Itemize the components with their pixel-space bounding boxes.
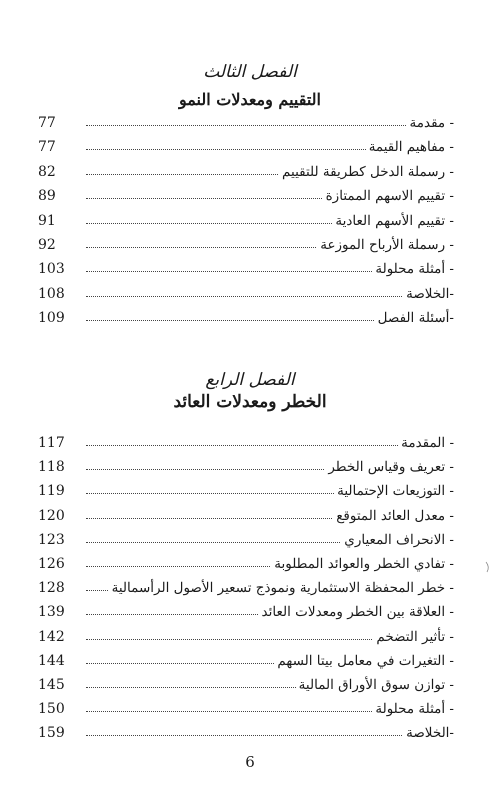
- toc-entry-title: - تقييم الاسهم الممتازة: [323, 186, 454, 206]
- chapter3-title: التقييم ومعدلات النمو: [179, 90, 321, 109]
- toc-entry: [38, 433, 454, 455]
- toc-entry-title: - التوزيعات الإحتمالية: [334, 481, 454, 501]
- toc-entry: [38, 457, 454, 479]
- toc-entry-page: 118: [38, 459, 65, 476]
- chapter4-label: الفصل الرابع: [205, 370, 295, 390]
- dot-leader: [86, 125, 454, 126]
- toc-entry-page: 89: [38, 188, 56, 205]
- chapter4-title: الخطر ومعدلات العائد: [173, 392, 327, 412]
- toc-entry-page: 109: [38, 310, 65, 327]
- toc-entry: [38, 481, 454, 503]
- toc-entry-page: 145: [38, 677, 65, 693]
- toc-entry-page: 117: [38, 435, 65, 451]
- toc-entry-page: 144: [38, 652, 65, 669]
- toc-entry-title: - مفاهيم القيمة: [366, 137, 454, 157]
- toc-entry-page: 150: [38, 701, 65, 718]
- toc-entry-title: - الانحراف المعياري: [341, 530, 454, 550]
- toc-entry-page: 77: [38, 139, 56, 156]
- toc-entry: [38, 113, 454, 135]
- toc-entry-page: 108: [38, 285, 65, 302]
- toc-entry-page: 142: [38, 628, 65, 645]
- toc-entry: [38, 699, 454, 721]
- margin-mark: [484, 560, 494, 574]
- toc-entry-title: - التغيرات في معامل بيتا السهم: [274, 651, 454, 671]
- toc-entry: [38, 651, 454, 673]
- toc-entry-title: - مقدمة: [407, 113, 454, 133]
- toc-entry-title: - تأثير التضخم: [373, 627, 454, 647]
- dot-leader: [86, 296, 454, 297]
- toc-entry: [38, 162, 454, 184]
- chapter4-title-wrap: [0, 392, 500, 412]
- toc-entry-title: - رسملة الدخل كطريقة للتقييم: [279, 162, 454, 182]
- toc-entry: [38, 308, 454, 330]
- toc-entry-title: -أسئلة الفصل: [375, 308, 454, 328]
- toc-entry: [38, 530, 454, 552]
- toc-entry-page: 119: [38, 483, 65, 500]
- toc-entry: [38, 506, 454, 528]
- chapter3-heading: [0, 62, 500, 82]
- dot-leader: [86, 735, 454, 736]
- toc-entry-title: - تفادي الخطر والعوائد المطلوبة: [271, 554, 454, 574]
- toc-entry: [38, 578, 454, 600]
- toc-entry: [38, 137, 454, 159]
- toc-entry-title: - رسملة الأرباح الموزعة: [317, 235, 454, 255]
- toc-entry-title: - تقييم الأسهم العادية: [332, 211, 454, 231]
- toc-entry-title: - توازن سوق الأوراق المالية: [296, 675, 454, 695]
- toc-entry-title: - أمثلة محلولة: [372, 699, 454, 719]
- toc-entry: [38, 211, 454, 233]
- toc-entry-page: 128: [38, 580, 65, 597]
- toc-entry-title: - تعريف وقياس الخطر: [325, 457, 454, 477]
- toc-entry: [38, 675, 454, 697]
- toc-entry-page: 126: [38, 556, 65, 572]
- toc-entry: [38, 235, 454, 257]
- toc-entry-title: - أمثلة محلولة: [372, 259, 454, 279]
- toc-entry-page: 82: [38, 163, 56, 180]
- toc-entry: [38, 186, 454, 208]
- page-number: 6: [245, 753, 255, 771]
- toc-entry-page: 120: [38, 507, 65, 524]
- toc-entry: [38, 554, 454, 576]
- toc-entry-page: 91: [38, 212, 56, 229]
- chapter4-heading: [0, 370, 500, 390]
- toc-entry: [38, 602, 454, 624]
- toc-entry: [38, 723, 454, 745]
- chapter3-label: الفصل الثالث: [203, 62, 297, 82]
- toc-entry-title: - المقدمة: [398, 433, 454, 453]
- toc-entry-title: - خطر المحفظة الاستثمارية ونموذج تسعير الأصول الرأسمالية: [109, 578, 454, 598]
- toc-entry-page: 123: [38, 531, 65, 548]
- toc-entry-page: 103: [38, 261, 65, 278]
- toc-entry: [38, 627, 454, 649]
- toc-entry: [38, 259, 454, 281]
- toc-entry: [38, 284, 454, 306]
- toc-entry-title: -الخلاصة: [403, 723, 454, 743]
- toc-entry-title: - معدل العائد المتوقع: [333, 506, 454, 526]
- toc-entry-page: 77: [38, 115, 56, 131]
- toc-entry-title: -الخلاصة: [403, 284, 454, 304]
- chapter3-title-wrap: [0, 90, 500, 109]
- toc-entry-page: 139: [38, 604, 65, 621]
- toc-entry-title: - العلاقة بين الخطر ومعدلات العائد: [259, 602, 454, 622]
- toc-entry-page: 159: [38, 725, 65, 742]
- toc-entry-page: 92: [38, 237, 56, 253]
